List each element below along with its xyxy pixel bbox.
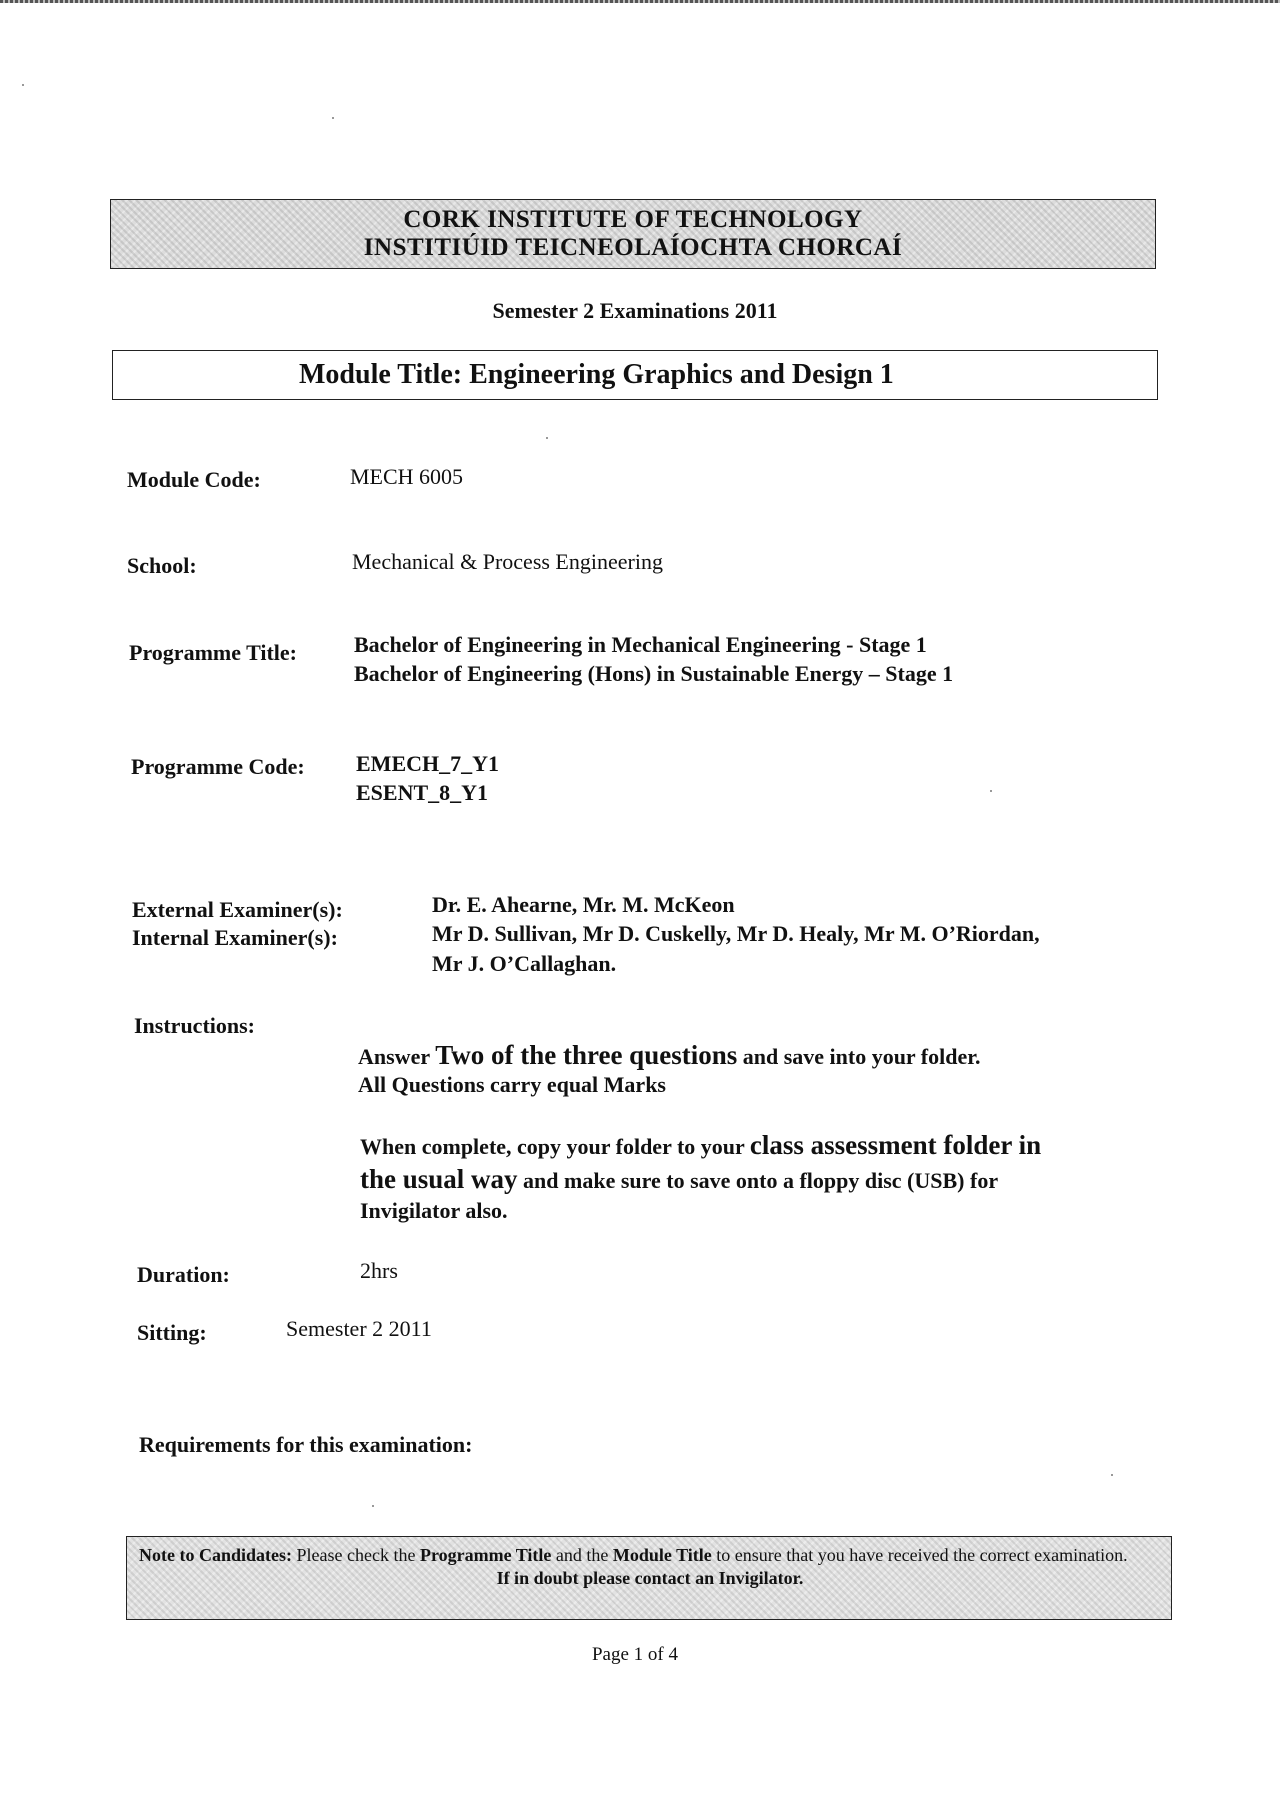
instruction-text: and save into your folder.: [737, 1044, 981, 1069]
note-contact-invigilator: If in doubt please contact an Invigilator.: [496, 1568, 804, 1588]
note-module-title: Module Title: [612, 1545, 712, 1565]
internal-examiners-line-2: Mr J. O’Callaghan.: [432, 951, 617, 976]
external-examiners-value: Dr. E. Ahearne, Mr. M. McKeon: [432, 892, 735, 917]
programme-code-line-2: ESENT_8_Y1: [356, 780, 489, 805]
page-number: Page 1 of 4: [591, 1644, 678, 1665]
programme-title-line-1: Bachelor of Engineering in Mechanical Engineering - Stage 1: [354, 632, 927, 657]
scan-top-edge: [0, 0, 1280, 3]
instruction-line-3: [360, 1130, 1041, 1161]
note-text: and the: [551, 1545, 613, 1565]
scan-speck: [546, 437, 548, 439]
instruction-text: and make sure to save onto a floppy disc (USB) for: [517, 1168, 999, 1193]
note-to-candidates-box: [126, 1536, 1172, 1620]
instruction-emphasis: class assessment folder in: [749, 1130, 1042, 1160]
instruction-emphasis: the usual way: [360, 1164, 518, 1194]
instruction-line-1: [358, 1040, 980, 1071]
note-text: to ensure that you have received the correct examination.: [711, 1545, 1128, 1565]
instructions-label: Instructions:: [134, 1013, 256, 1038]
programme-title-line-2: Bachelor of Engineering (Hons) in Sustainable Energy – Stage 1: [354, 661, 954, 686]
instruction-text: When complete, copy your folder to your: [360, 1134, 750, 1159]
sitting-value: Semester 2 2011: [286, 1316, 432, 1341]
duration-value: 2hrs: [360, 1258, 398, 1283]
sitting-label: Sitting:: [137, 1320, 207, 1345]
scan-speck: [372, 1505, 374, 1507]
internal-examiners-label: Internal Examiner(s):: [132, 925, 338, 950]
instruction-text: Answer: [358, 1044, 436, 1069]
scan-speck: [22, 84, 24, 86]
institute-header-box: [110, 199, 1156, 269]
instruction-line-2: All Questions carry equal Marks: [358, 1072, 666, 1097]
requirements-label: Requirements for this examination:: [139, 1432, 473, 1457]
programme-title-label: Programme Title:: [129, 640, 298, 665]
institute-name-en: CORK INSTITUTE OF TECHNOLOGY: [403, 206, 863, 233]
scan-speck: [990, 790, 992, 792]
institute-name-ga: INSTITIÚID TEICNEOLAÍOCHTA CHORCAÍ: [363, 234, 903, 261]
note-programme-title: Programme Title: [419, 1545, 552, 1565]
programme-code-line-1: EMECH_7_Y1: [356, 751, 499, 776]
instruction-line-5: Invigilator also.: [360, 1198, 508, 1223]
exam-session: Semester 2 Examinations 2011: [492, 298, 778, 323]
instruction-line-4: [360, 1164, 998, 1195]
school-label: School:: [127, 553, 197, 578]
module-title-box: [112, 350, 1158, 400]
external-examiners-label: External Examiner(s):: [132, 897, 343, 922]
duration-label: Duration:: [137, 1262, 230, 1287]
note-text: Please check the: [292, 1545, 420, 1565]
scan-speck: [1111, 1474, 1113, 1476]
module-title: Module Title: Engineering Graphics and Design 1: [299, 359, 894, 390]
note-label: Note to Candidates:: [139, 1545, 292, 1565]
internal-examiners-line-1: Mr D. Sullivan, Mr D. Cuskelly, Mr D. Healy, Mr M. O’Riordan,: [432, 921, 1040, 946]
programme-code-label: Programme Code:: [131, 754, 305, 779]
scan-speck: [332, 117, 334, 119]
instruction-emphasis: Two of the three questions: [435, 1040, 738, 1070]
school-value: Mechanical & Process Engineering: [352, 549, 663, 574]
module-code-value: MECH 6005: [350, 464, 464, 489]
module-code-label: Module Code:: [127, 467, 261, 492]
